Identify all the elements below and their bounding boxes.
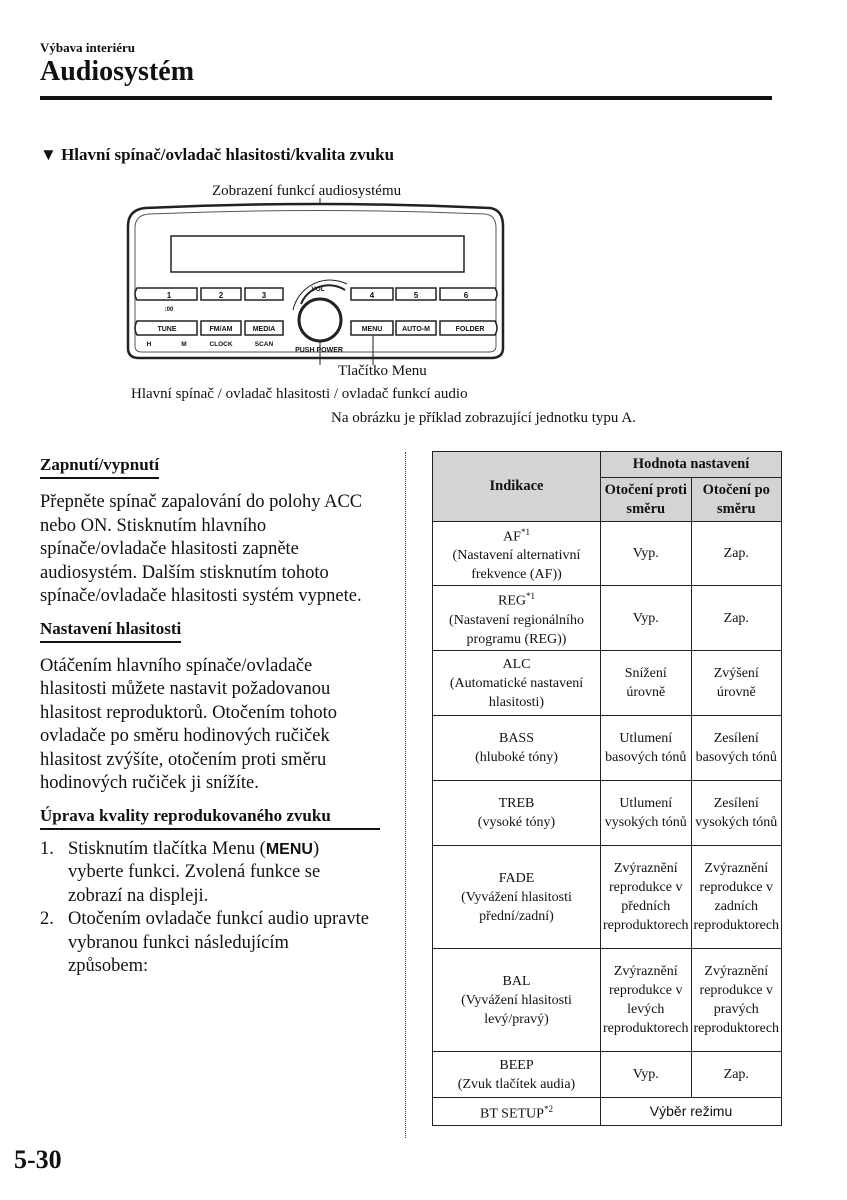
row-bt-value: Výběr režimu [601, 1098, 782, 1126]
para-on-off [40, 491, 370, 609]
row-desc: (Nastavení alternativní frekvence (AF)) [452, 548, 581, 583]
row-ccw: Zvýraznění reprodukce v předních reproduktorech [601, 846, 692, 949]
row-cw: Zap. [691, 1052, 782, 1098]
header-indication: Indikace [433, 452, 601, 522]
row-name: REG [498, 593, 526, 609]
row-cw: Zvýraznění reprodukce v pravých reproduktorech [691, 949, 782, 1052]
row-desc: (Vyvážení hlasitosti přední/zadní) [461, 889, 572, 924]
table-row [433, 1098, 782, 1126]
table-row [433, 781, 782, 846]
label-scan: SCAN [254, 341, 274, 348]
display-window [171, 236, 464, 272]
step-2-number: 2. [40, 909, 54, 929]
caption-display: Zobrazení funkcí audiosystému [212, 183, 402, 199]
function-table [432, 451, 782, 1126]
label-clock: CLOCK [209, 341, 233, 348]
step-1 [40, 838, 368, 909]
table-row [433, 1052, 782, 1098]
label-tune-h: H [146, 341, 152, 348]
title-rule [40, 96, 772, 100]
label-push-power: PUSH POWER [295, 347, 343, 354]
preset-6-button[interactable] [440, 288, 497, 300]
heading-on-off-text: Zapnutí/vypnutí [40, 455, 160, 474]
heading-quality [40, 806, 380, 830]
row-desc: (vysoké tóny) [477, 815, 556, 830]
para-on-off-text: Přepněte spínač zapalování do polohy ACC nebo ON. Stisknutím hlavního spínače/ovladače hlasitosti zapněte audiosystém. Dalším stisknutím tohoto spínače/ovladače hlasitosti systém vypnete. [40, 492, 363, 606]
para-volume [40, 655, 380, 796]
row-ccw: Zvýraznění reprodukce v levých reproduktorech [601, 949, 692, 1052]
label-tune: TUNE [157, 326, 177, 333]
row-name: AF [503, 529, 521, 545]
menu-button-glyph: MENU [265, 840, 313, 858]
caption-main-switch: Hlavní spínač / ovladač hlasitosti / ovladač funkcí audio [131, 386, 468, 402]
label-fm-am: FM/AM [209, 326, 233, 333]
column-divider [405, 452, 406, 1138]
table-row [433, 716, 782, 781]
row-name: BASS [498, 731, 535, 746]
row-name: ALC [502, 656, 531, 672]
label-menu: MENU [361, 326, 383, 333]
row-cw: Zesílení vysokých tónů [691, 781, 782, 846]
row-ccw: Utlumení basových tónů [601, 716, 692, 781]
row-indication [433, 716, 601, 781]
header-value: Hodnota nastavení [601, 452, 782, 478]
label-media: MEDIA [252, 326, 276, 333]
section-label: Výbava interiéru [40, 40, 135, 55]
table-row [433, 522, 782, 586]
caption-menu-button: Tlačítko Menu [338, 363, 427, 379]
row-indication [433, 651, 601, 716]
step-1-number: 1. [40, 838, 54, 859]
step-1-text-b: ) vyberte funkci. Zvolená funkce se zobrazí na displeji. [68, 838, 321, 906]
row-ccw: Snížení úrovně [601, 651, 692, 716]
audio-unit-illustration [125, 198, 510, 365]
row-desc: (hluboké tóny) [475, 750, 558, 765]
label-folder: FOLDER [455, 326, 485, 333]
caption-example: Na obrázku je příklad zobrazující jednotku typu A. [331, 410, 636, 426]
step-2 [40, 908, 373, 979]
label-1-sub: :00 [164, 307, 174, 313]
volume-knob[interactable] [299, 299, 341, 341]
row-desc: (Zvuk tlačítek audia) [457, 1076, 576, 1092]
row-indication [433, 846, 601, 949]
row-name: FADE [498, 870, 535, 886]
heading-quality-text: Úprava kvality reprodukovaného zvuku [40, 805, 331, 825]
row-indication [433, 781, 601, 846]
header-cw: Otočení po směru [691, 478, 782, 522]
label-1: 1 [166, 291, 172, 300]
step-1-text-a: Stisknutím tlačítka Menu ( [68, 838, 266, 859]
label-6: 6 [463, 291, 469, 300]
row-cw: Zap. [691, 586, 782, 651]
page-title: Audiosystém [40, 56, 195, 87]
table-row [433, 846, 782, 949]
row-ccw: Vyp. [601, 586, 692, 651]
row-indication [433, 1052, 601, 1098]
row-desc: (Vyvážení hlasitosti levý/pravý) [461, 992, 572, 1027]
row-indication [433, 949, 601, 1052]
table-row [433, 586, 782, 651]
row-desc: (Automatické nastavení hlasitosti) [449, 675, 584, 710]
step-2-text: Otočením ovladače funkcí audio upravte vybranou funkci následujícím způsobem: [68, 909, 370, 976]
row-ccw: Vyp. [601, 1052, 692, 1098]
label-tune-m: M [181, 341, 187, 348]
row-cw: Zesílení basových tónů [691, 716, 782, 781]
header-ccw: Otočení proti směru [601, 478, 692, 522]
row-sup: *1 [526, 591, 535, 602]
row-name: BT SETUP [480, 1106, 544, 1122]
row-sup: *1 [520, 526, 530, 537]
heading-volume-text: Nastavení hlasitosti [40, 618, 182, 638]
subheading: ▼ Hlavní spínač/ovladač hlasitosti/kvalita zvuku [40, 145, 395, 164]
row-cw: Zvýraznění reprodukce v zadních reproduktorech [691, 846, 782, 949]
row-indication [433, 586, 601, 651]
label-3: 3 [261, 291, 267, 300]
row-ccw: Utlumení vysokých tónů [601, 781, 692, 846]
heading-volume [40, 619, 181, 643]
row-indication [433, 522, 601, 586]
row-ccw: Vyp. [601, 522, 692, 586]
row-name: BEEP [499, 1057, 534, 1073]
row-cw: Zvýšení úrovně [691, 651, 782, 716]
row-cw: Zap. [691, 522, 782, 586]
table-row [433, 651, 782, 716]
label-4: 4 [369, 291, 375, 300]
label-vol: VOL [311, 286, 325, 293]
label-auto-m: AUTO-M [402, 326, 430, 333]
para-volume-text: Otáčením hlavního spínače/ovladače hlasitosti můžete nastavit požadovanou hlasitost reproduktorů. Otočením tohoto ovladače po směru hodinových ručiček hlasitost zvýšíte, otočením proti směru hodinových ručiček ji snížíte. [40, 655, 337, 793]
label-2: 2 [218, 291, 224, 300]
table-row [433, 949, 782, 1052]
heading-on-off [40, 455, 159, 479]
row-name: BAL [502, 973, 531, 989]
row-name: TREB [498, 796, 535, 811]
row-indication [433, 1098, 601, 1126]
left-column [40, 455, 385, 979]
row-sup: *2 [543, 1103, 553, 1114]
label-5: 5 [413, 291, 419, 300]
row-desc: (Nastavení regionálního programu (REG)) [449, 612, 584, 647]
page-number: 5-30 [14, 1145, 62, 1174]
